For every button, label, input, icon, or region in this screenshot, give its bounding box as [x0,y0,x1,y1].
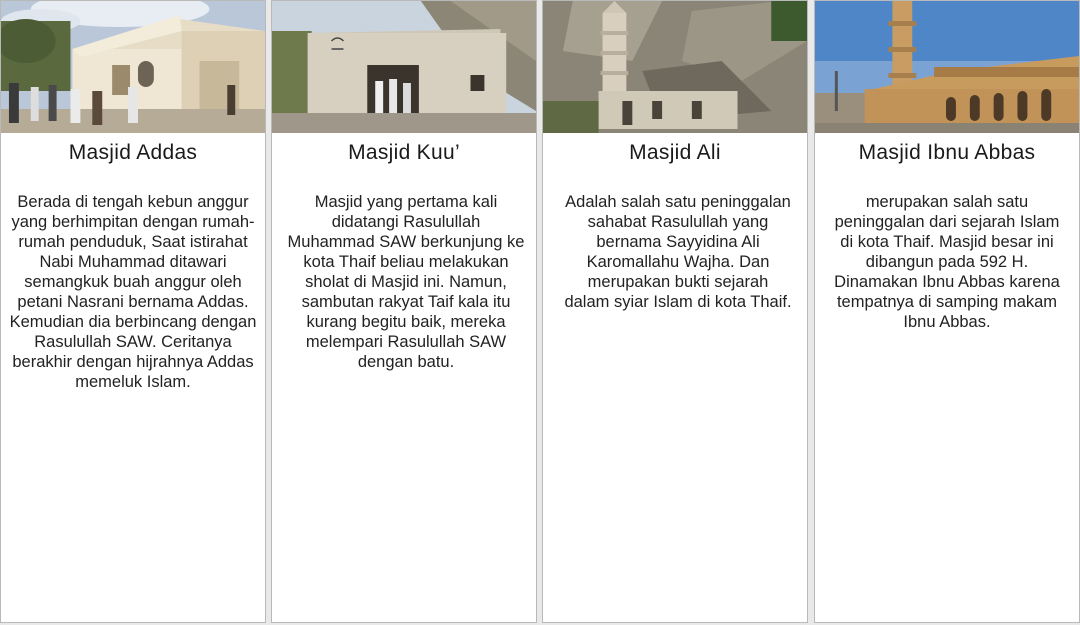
mosque-title: Masjid Ibnu Abbas [858,141,1036,164]
mosque-title: Masjid Kuu’ [348,141,460,164]
mosque-card-ali [542,0,808,623]
mosque-photo-ali [543,1,807,133]
mosque-photo-addas [1,1,265,133]
mosque-photo-kuu [272,1,536,133]
mosque-card-ibnu-abbas [814,0,1080,623]
mosque-description: Masjid yang pertama kali didatangi Rasulullah Muhammad SAW berkunjung ke kota Thaif beliau melakukan sholat di Masjid ini. Namun, sambutan rakyat Taif kala itu kurang begitu baik, mereka melempari Rasulullah SAW dengan batu. [287,193,525,371]
mosque-description: Berada di tengah kebun anggur yang berhimpitan dengan rumah-rumah penduduk, Saat istirahat Nabi Muhammad ditawari semangkuk buah anggur oleh petani Nasrani bernama Addas. Kemudian dia berbincang dengan Rasulullah SAW. Ceritanya berakhir dengan hijrahnya Addas memeluk Islam. [9,193,257,391]
mosque-title: Masjid Addas [68,141,198,164]
mosque-card-kuu [271,0,537,623]
mosque-description: merupakan salah satu peninggalan dari sejarah Islam di kota Thaif. Masjid besar ini dibangun pada 592 H. Dinamakan Ibnu Abbas karena tempatnya di samping makam Ibnu Abbas. [834,193,1060,331]
mosque-card-addas [0,0,266,623]
mosque-photo-ibnu-abbas [815,1,1079,133]
mosque-title: Masjid Ali [629,141,721,164]
mosque-description: Adalah salah satu peninggalan sahabat Rasulullah yang bernama Sayyidina Ali Karomallahu Wajha. Dan merupakan bukti sejarah dalam syiar Islam di kota Thaif. [564,193,792,311]
